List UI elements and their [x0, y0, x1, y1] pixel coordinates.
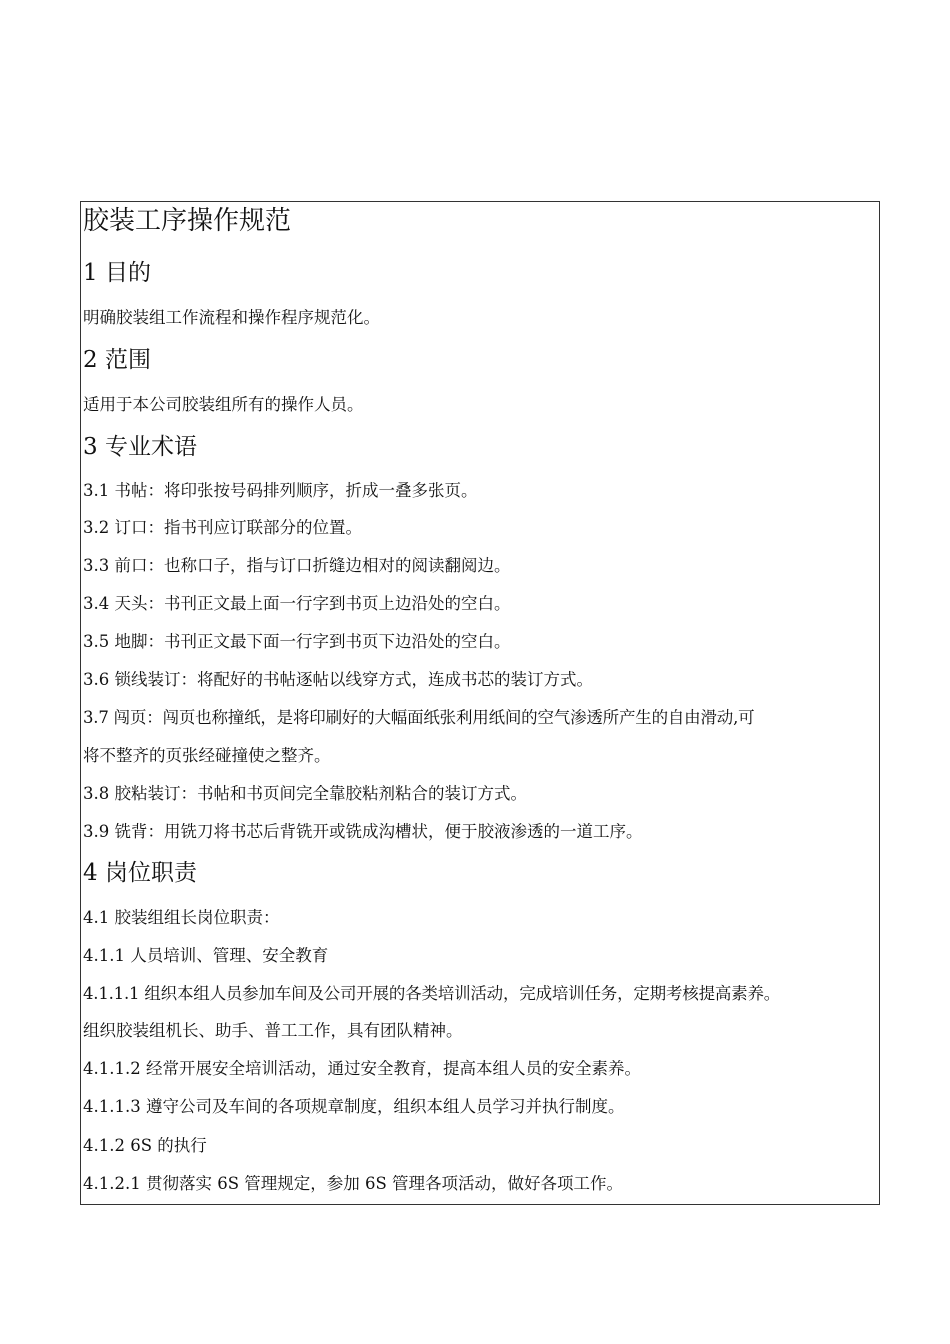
paragraph-scope: 适用于本公司胶装组所有的操作人员。 [83, 395, 364, 414]
duty-item: 4.1.2.1 贯彻落实 6S 管理规定，参加 6S 管理各项活动，做好各项工作。 [83, 1174, 624, 1193]
duty-item: 4.1.1.1 组织本组人员参加车间及公司开展的各类培训活动，完成培训任务，定期考核提高素养。 [83, 984, 781, 1003]
term-item: 3.1 书帖：将印张按号码排列顺序，折成一叠多张页。 [83, 481, 478, 500]
paragraph-purpose: 明确胶装组工作流程和操作程序规范化。 [83, 308, 380, 327]
duty-item: 4.1.1 人员培训、管理、安全教育 [83, 946, 329, 965]
document-title: 胶装工序操作规范 [83, 206, 292, 236]
term-item: 3.2 订口：指书刊应订联部分的位置。 [83, 518, 362, 537]
term-item: 3.6 锁线装订：将配好的书帖逐帖以线穿方式，连成书芯的装订方式。 [83, 670, 593, 689]
section-heading-purpose: 1 目的 [83, 260, 151, 286]
section-heading-scope: 2 范围 [83, 347, 151, 373]
duty-item: 4.1.1.3 遵守公司及车间的各项规章制度，组织本组人员学习并执行制度。 [83, 1097, 625, 1116]
duty-item: 4.1.2 6S 的执行 [83, 1136, 207, 1155]
term-item: 3.8 胶粘装订：书帖和书页间完全靠胶粘剂粘合的装订方式。 [83, 784, 527, 803]
section-heading-duties: 4 岗位职责 [83, 860, 197, 886]
term-item: 3.4 天头：书刊正文最上面一行字到书页上边沿处的空白。 [83, 594, 511, 613]
term-item: 3.5 地脚：书刊正文最下面一行字到书页下边沿处的空白。 [83, 632, 511, 651]
duty-item: 4.1.1.2 经常开展安全培训活动，通过安全教育，提高本组人员的安全素养。 [83, 1059, 641, 1078]
duty-item: 4.1 胶装组组长岗位职责： [83, 908, 280, 927]
term-item-continuation: 将不整齐的页张经碰撞使之整齐。 [83, 746, 331, 765]
document-frame [80, 201, 880, 1205]
term-item: 3.7 闯页：闯页也称撞纸，是将印刷好的大幅面纸张利用纸间的空气渗透所产生的自由滑动,可 [83, 708, 755, 727]
section-heading-terms: 3 专业术语 [83, 434, 197, 460]
duty-item-continuation: 组织胶装组机长、助手、普工工作，具有团队精神。 [83, 1021, 463, 1040]
term-item: 3.3 前口：也称口子，指与订口折缝边相对的阅读翻阅边。 [83, 556, 511, 575]
term-item: 3.9 铣背：用铣刀将书芯后背铣开或铣成沟槽状，便于胶液渗透的一道工序。 [83, 822, 643, 841]
